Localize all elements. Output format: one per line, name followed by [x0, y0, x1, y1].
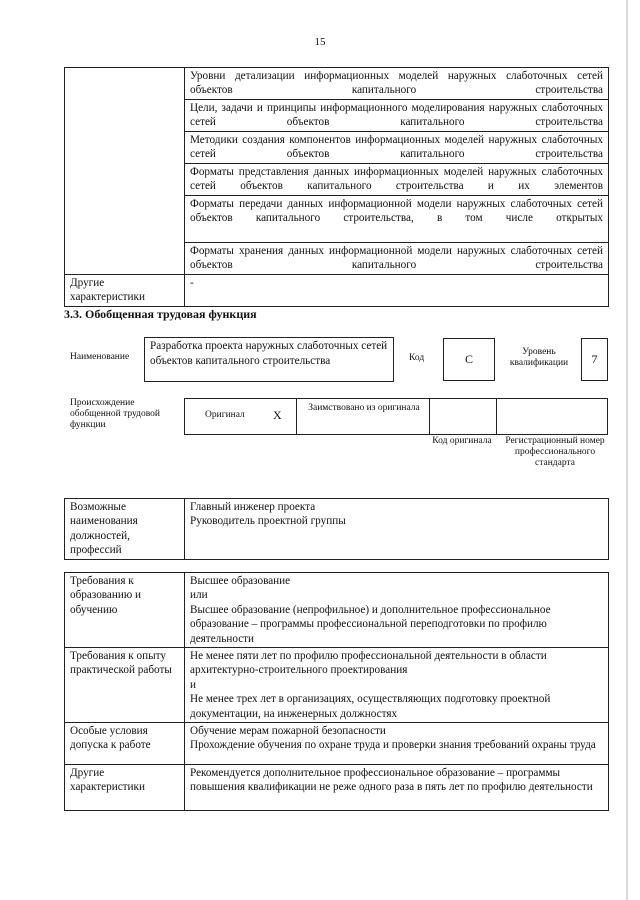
level-value-box: 7 — [581, 338, 608, 381]
code-label: Код — [409, 353, 425, 363]
requirement-line: или — [190, 589, 208, 602]
borrowed-label: Заимствовано из оригинала — [308, 403, 420, 413]
table-row — [65, 274, 609, 306]
positions-values — [185, 499, 609, 560]
original-code-caption: Код оригинала — [432, 436, 492, 446]
education-value — [185, 573, 609, 648]
origin-label: Происхождение обобщенной трудовой функции — [70, 398, 160, 430]
requirements-table — [64, 572, 609, 811]
requirement-line: Высшее образование — [190, 575, 291, 587]
education-label: Требования к образованию и обучению — [65, 573, 185, 648]
requirement-line: Обучение мерам пожарной безопасности — [190, 725, 386, 738]
origin-divider — [429, 398, 430, 435]
experience-value — [185, 648, 609, 723]
requirement-line: и — [190, 678, 196, 691]
knowledge-item: Методики создания компонентов информационных моделей наружных слаботочных сетей объектов капитального строительства — [185, 132, 609, 164]
table-row — [65, 68, 609, 100]
knowledge-item: Цели, задачи и принципы информационного моделирования наружных слаботочных сетей объектов капитального строительства — [185, 100, 609, 132]
page-number: 15 — [314, 36, 326, 48]
table-row — [65, 765, 609, 811]
name-label: Наименование — [70, 352, 130, 362]
special-conditions-label: Особые условия допуска к работе — [65, 723, 185, 765]
requirement-line: Не менее пяти лет по профилю профессиональной деятельности в области архитектурно-строительного проектирования — [190, 650, 547, 677]
requirement-line: Не менее трех лет в организациях, осуществляющих подготовку проектной документации, на инженерных должностях — [190, 693, 551, 720]
registration-number-caption: Регистрационный номер профессионального стандарта — [505, 436, 605, 468]
scan-page-edge — [626, 0, 628, 900]
other-characteristics-label: Другие характеристики — [65, 765, 185, 811]
positions-table — [64, 498, 609, 560]
experience-label: Требования к опыту практической работы — [65, 648, 185, 723]
other-characteristics-value — [185, 765, 609, 811]
empty-label-cell — [65, 68, 185, 275]
position-title: Главный инженер проекта — [190, 501, 316, 513]
knowledge-item: Форматы представления данных информационных моделей наружных слаботочных сетей объектов капитального строительства и их элементов — [185, 164, 609, 196]
table-row — [65, 723, 609, 765]
requirement-line: Прохождение обучения по охране труда и проверки знания требований охраны труда — [190, 739, 596, 752]
requirement-line: Высшее образование (непрофильное) и дополнительное профессиональное образование – программы профессиональной переподготовки по профилю деятельности — [190, 603, 551, 645]
table-row — [65, 573, 609, 648]
origin-divider — [296, 398, 297, 435]
code-value-box: C — [443, 338, 495, 381]
special-conditions-value — [185, 723, 609, 765]
other-characteristics-label: Другие характеристики — [65, 274, 185, 306]
original-mark: X — [273, 408, 282, 422]
level-label: Уровень квалификации — [509, 347, 569, 368]
original-label: Оригинал — [205, 410, 245, 420]
table-row — [65, 499, 609, 560]
function-name-box: Разработка проекта наружных слаботочных сетей объектов капитального строительства — [144, 337, 394, 382]
knowledge-item: Уровни детализации информационных моделей наружных слаботочных сетей объектов капитального строительства — [185, 68, 609, 100]
knowledge-item: Форматы хранения данных информационной модели наружных слаботочных сетей объектов капитального строительства — [185, 243, 609, 275]
other-characteristics-value: - — [185, 274, 609, 306]
positions-label: Возможные наименования должностей, профессий — [65, 499, 185, 560]
origin-divider — [496, 398, 497, 435]
table-row — [65, 648, 609, 723]
section-heading: 3.3. Обобщенная трудовая функция — [64, 307, 257, 321]
position-title: Руководитель проектной группы — [190, 515, 346, 528]
knowledge-item: Форматы передачи данных информационной модели наружных слаботочных сетей объектов капитального строительства, в том числе открытых — [185, 196, 609, 243]
continued-knowledge-table — [64, 67, 609, 307]
requirement-line: Рекомендуется дополнительное профессиональное образование – программы повышения квалификации не реже одного раза в пять лет по профилю деятельности — [190, 767, 593, 794]
